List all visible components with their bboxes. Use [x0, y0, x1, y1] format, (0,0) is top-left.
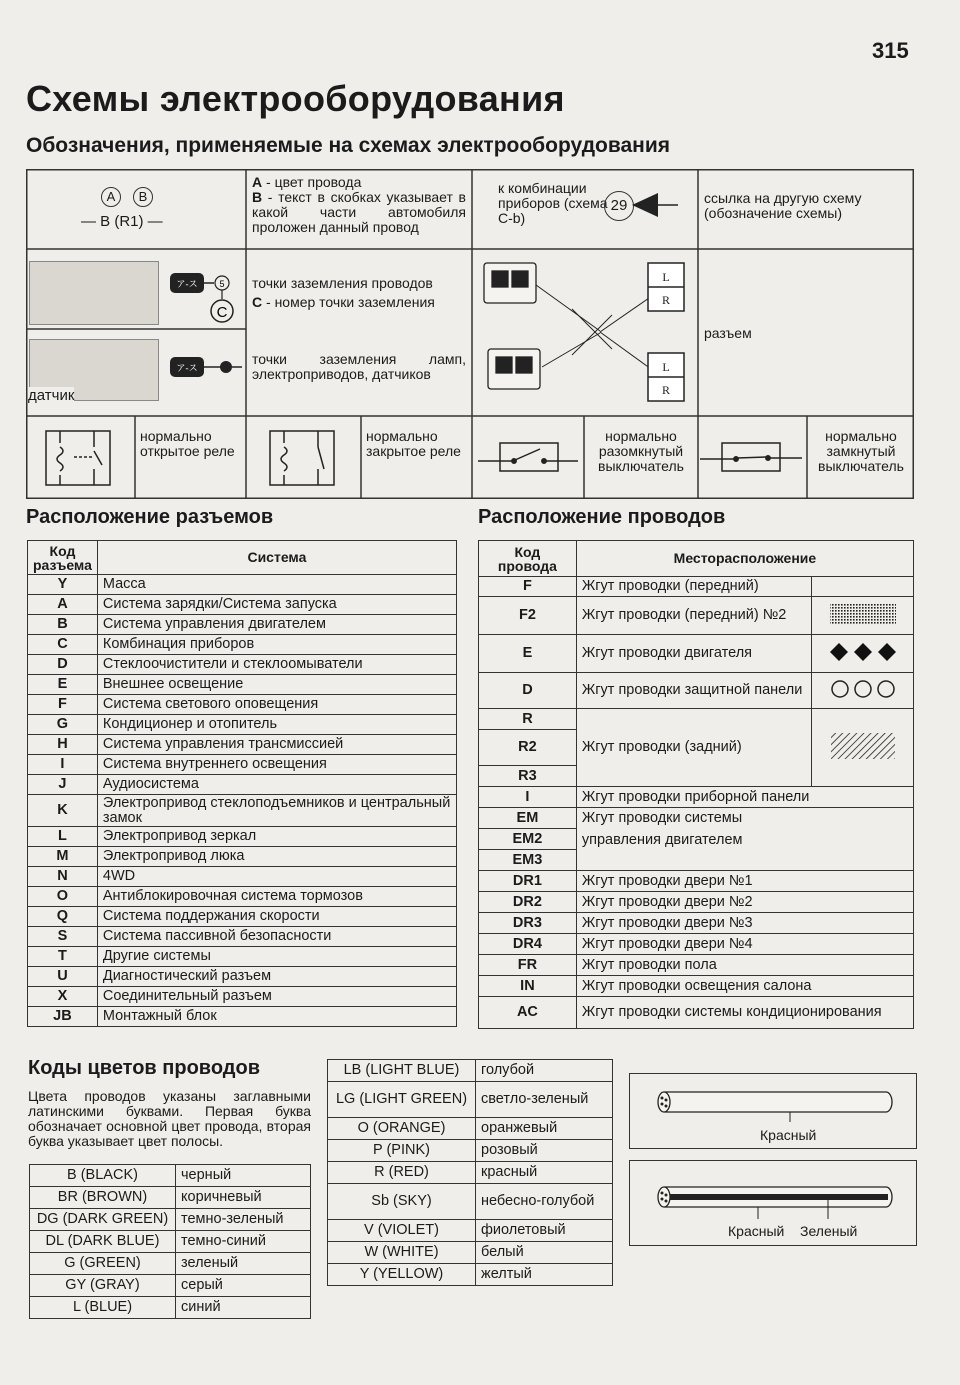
wire-code-em3: EM3 — [479, 850, 577, 871]
connector-system: Кондиционер и отопитель — [97, 715, 456, 735]
arrow-left-icon — [632, 189, 682, 223]
connector-row — [28, 695, 457, 715]
connector-system: Другие системы — [97, 947, 456, 967]
striped-wire-stripe-label: Зеленый — [800, 1223, 858, 1239]
wire-row — [479, 934, 914, 955]
connector-row — [28, 795, 457, 827]
car-ground-text-2: ア-ス — [176, 364, 198, 374]
color-row — [30, 1253, 311, 1275]
connector-row — [28, 887, 457, 907]
color-name: голубой — [476, 1060, 613, 1082]
connector-row — [28, 615, 457, 635]
color-row — [328, 1264, 613, 1286]
connector-code: F — [28, 695, 98, 715]
wire-row — [479, 997, 914, 1029]
wires-table — [478, 540, 914, 1029]
key-a-text: - цвет провода — [262, 174, 362, 190]
circle-pattern-icon — [828, 678, 898, 700]
color-code: V (VIOLET) — [328, 1220, 476, 1242]
wire-row — [479, 976, 914, 997]
wire-code-r3: R3 — [479, 766, 577, 787]
connector-code: C — [28, 635, 98, 655]
wire-code: DR4 — [479, 934, 577, 955]
color-name: светло-зеленый — [476, 1082, 613, 1118]
connector-row — [28, 867, 457, 887]
ground-wires-photo — [29, 261, 159, 325]
connector-code: G — [28, 715, 98, 735]
wire-code-f: F — [479, 577, 577, 597]
color-code: DL (DARK BLUE) — [30, 1231, 176, 1253]
connector-code: J — [28, 775, 98, 795]
color-name: желтый — [476, 1264, 613, 1286]
connector-row — [28, 987, 457, 1007]
key-c-text: - номер точки заземления — [262, 294, 435, 310]
ground-lamps-description: точки заземления ламп, электроприводов, датчиков — [252, 351, 466, 382]
color-name: коричневый — [176, 1187, 311, 1209]
connector-code: A — [28, 595, 98, 615]
circle-b-icon: B — [133, 187, 153, 207]
wire-location-em — [576, 808, 913, 871]
connector-system: Система управления двигателем — [97, 615, 456, 635]
color-row — [328, 1060, 613, 1082]
color-name: зеленый — [176, 1253, 311, 1275]
color-code: LB (LIGHT BLUE) — [328, 1060, 476, 1082]
connector-code: S — [28, 927, 98, 947]
wire-location-i: Жгут проводки приборной панели — [576, 787, 913, 808]
color-code: G (GREEN) — [30, 1253, 176, 1275]
key-b: В — [252, 189, 263, 205]
color-code: DG (DARK GREEN) — [30, 1209, 176, 1231]
connector-system: Электропривод зеркал — [97, 827, 456, 847]
key-b-text: - текст в скобках указывает в какой части автомобиля проложен данный провод — [252, 189, 466, 235]
section-subtitle: Обозначения, применяемые на схемах электрооборудования — [26, 134, 671, 157]
connector-code: JB — [28, 1007, 98, 1027]
color-row — [30, 1231, 311, 1253]
wire-code-em2: EM2 — [479, 829, 577, 850]
connector-code: H — [28, 735, 98, 755]
color-row — [30, 1187, 311, 1209]
wire-row — [479, 913, 914, 934]
connector-code: O — [28, 887, 98, 907]
wire-code-f2: F2 — [479, 597, 577, 635]
normally-closed-relay-icon — [258, 425, 352, 491]
color-row — [30, 1165, 311, 1187]
color-row — [328, 1184, 613, 1220]
wire-location: Жгут проводки освещения салона — [576, 976, 913, 997]
colors-heading: Коды цветов проводов — [28, 1057, 260, 1079]
connector-row — [28, 735, 457, 755]
ground-number: 5 — [219, 279, 225, 289]
connector-code: U — [28, 967, 98, 987]
wire-marker-label: — B (R1) — — [81, 213, 163, 230]
dotted-pattern-icon — [829, 601, 897, 627]
color-row — [30, 1209, 311, 1231]
color-code: L (BLUE) — [30, 1297, 176, 1319]
pin-l-bottom: L — [662, 360, 670, 374]
connector-system: Комбинация приборов — [97, 635, 456, 655]
wire-location-e: Жгут проводки двигателя — [576, 635, 811, 673]
connector-description: разъем — [704, 325, 752, 341]
wire-location: Жгут проводки системы кондиционирования — [576, 997, 913, 1029]
wire-pattern-e — [812, 635, 914, 673]
wire-code-i: I — [479, 787, 577, 808]
color-code: P (PINK) — [328, 1140, 476, 1162]
connector-code: M — [28, 847, 98, 867]
wire-location: Жгут проводки двери №4 — [576, 934, 913, 955]
color-row — [30, 1297, 311, 1319]
wire-example-solid — [629, 1073, 917, 1149]
wire-code: IN — [479, 976, 577, 997]
wire-location: Жгут проводки двери №1 — [576, 871, 913, 892]
color-code: W (WHITE) — [328, 1242, 476, 1264]
color-name: небесно-голубой — [476, 1184, 613, 1220]
wire-location-f: Жгут проводки (передний) — [576, 577, 811, 597]
connector-system: Диагностический разъем — [97, 967, 456, 987]
wire-location-d: Жгут проводки защитной панели — [576, 673, 811, 709]
color-code: O (ORANGE) — [328, 1118, 476, 1140]
color-code: LG (LIGHT GREEN) — [328, 1082, 476, 1118]
sensor-label: датчик — [28, 387, 75, 404]
wire-code-e: E — [479, 635, 577, 673]
connector-row — [28, 967, 457, 987]
connector-row — [28, 715, 457, 735]
connector-system: Электропривод стеклоподъемников и центральный замок — [97, 795, 456, 827]
ground-wires-symbol — [166, 269, 246, 325]
pin-r-bottom: R — [661, 383, 671, 397]
connector-system: Система поддержания скорости — [97, 907, 456, 927]
connector-row — [28, 907, 457, 927]
wire-marker-description — [252, 175, 466, 235]
hatched-pattern-icon — [830, 731, 896, 761]
connector-system: Соединительный разъем — [97, 987, 456, 1007]
connector-system: Аудиосистема — [97, 775, 456, 795]
connector-system: Система светового оповещения — [97, 695, 456, 715]
diamond-pattern-icon — [828, 641, 898, 663]
connector-code: Y — [28, 575, 98, 595]
wire-code-d: D — [479, 673, 577, 709]
col-connector-code: Код разъема — [28, 541, 98, 575]
connector-system: Внешнее освещение — [97, 675, 456, 695]
connector-code: K — [28, 795, 98, 827]
color-row — [328, 1242, 613, 1264]
connector-code: X — [28, 987, 98, 1007]
color-code: Sb (SKY) — [328, 1184, 476, 1220]
wire-example-striped — [629, 1160, 917, 1246]
color-row — [328, 1118, 613, 1140]
wire-code: FR — [479, 955, 577, 976]
color-code: BR (BROWN) — [30, 1187, 176, 1209]
color-code: GY (GRAY) — [30, 1275, 176, 1297]
normally-open-relay-icon — [34, 425, 128, 491]
colors-table-2 — [327, 1059, 613, 1286]
color-name: оранжевый — [476, 1118, 613, 1140]
connector-row — [28, 827, 457, 847]
normally-closed-relay-label: нормально закрытое реле — [366, 428, 461, 459]
wire-row — [479, 871, 914, 892]
color-code: R (RED) — [328, 1162, 476, 1184]
connector-row — [28, 755, 457, 775]
ground-lamps-symbol — [166, 353, 246, 383]
color-name: черный — [176, 1165, 311, 1187]
col-system: Система — [97, 541, 456, 575]
connector-system: Система внутреннего освещения — [97, 755, 456, 775]
connector-code: E — [28, 675, 98, 695]
car-ground-dot-icon — [166, 353, 244, 383]
wire-code-em: EM — [479, 808, 577, 829]
pin-r-top: R — [661, 293, 671, 307]
connector-system: Электропривод люка — [97, 847, 456, 867]
schema-ref-text: к комбинации приборов (схема C-b) — [498, 180, 608, 226]
color-row — [328, 1220, 613, 1242]
page-number: 315 — [872, 38, 909, 63]
wire-location-em-line2: управления двигателем — [581, 832, 743, 848]
wire-code: DR1 — [479, 871, 577, 892]
wires-heading: Расположение проводов — [478, 506, 726, 528]
ground-wires-text: точки заземления проводов — [252, 275, 433, 291]
connector-row — [28, 675, 457, 695]
wire-code-r2: R2 — [479, 730, 577, 766]
connector-system: Система пассивной безопасности — [97, 927, 456, 947]
wire-pattern-d — [812, 673, 914, 709]
connector-row — [28, 947, 457, 967]
connector-code: D — [28, 655, 98, 675]
connector-row — [28, 1007, 457, 1027]
color-name: темно-зеленый — [176, 1209, 311, 1231]
car-ground-text: ア-ス — [176, 280, 198, 290]
ground-wires-description — [252, 276, 466, 310]
connector-code: N — [28, 867, 98, 887]
connector-row — [28, 847, 457, 867]
color-name: белый — [476, 1242, 613, 1264]
key-c: С — [252, 294, 263, 310]
connector-row — [28, 927, 457, 947]
color-row — [30, 1275, 311, 1297]
car-ground-icon — [166, 269, 244, 325]
wire-code-r: R — [479, 709, 577, 730]
connector-system: Масса — [97, 575, 456, 595]
color-name: розовый — [476, 1140, 613, 1162]
normally-closed-switch-icon — [700, 437, 804, 477]
normally-open-switch-label: нормально разомкнутый выключатель — [598, 428, 684, 474]
connector-row — [28, 595, 457, 615]
connector-code: I — [28, 755, 98, 775]
ground-letter: C — [216, 304, 228, 321]
col-wire-code: Код провода — [479, 541, 577, 577]
color-name: фиолетовый — [476, 1220, 613, 1242]
wire-pattern-f2 — [812, 597, 914, 635]
connector-code: T — [28, 947, 98, 967]
circle-a-icon: A — [101, 187, 121, 207]
wire-code: DR3 — [479, 913, 577, 934]
page-title: Схемы электрооборудования — [26, 78, 565, 119]
schema-ref-description: ссылка на другую схему (обозначение схемы) — [704, 190, 862, 221]
wire-location-r: Жгут проводки (задний) — [576, 709, 811, 787]
color-name: красный — [476, 1162, 613, 1184]
wire-location-em-line1: Жгут проводки системы — [581, 810, 743, 826]
connector-row — [28, 635, 457, 655]
wire-pattern-f — [812, 577, 914, 597]
wire-location-f2: Жгут проводки (передний) №2 — [576, 597, 811, 635]
connector-system: Стеклоочистители и стеклоомыватели — [97, 655, 456, 675]
normally-open-relay-label: нормально открытое реле — [140, 428, 235, 459]
connector-illustration — [472, 249, 698, 416]
connector-system: Система управления трансмиссией — [97, 735, 456, 755]
connector-code: L — [28, 827, 98, 847]
col-location: Месторасположение — [576, 541, 913, 577]
wire-location: Жгут проводки двери №3 — [576, 913, 913, 934]
striped-wire-main-label: Красный — [728, 1223, 785, 1239]
schema-ref-symbol — [472, 169, 698, 249]
color-code: Y (YELLOW) — [328, 1264, 476, 1286]
normally-open-switch-icon — [478, 437, 580, 477]
solid-wire-label: Красный — [760, 1127, 817, 1143]
color-name: синий — [176, 1297, 311, 1319]
color-code: B (BLACK) — [30, 1165, 176, 1187]
wire-marker-symbol — [26, 169, 246, 249]
color-name: темно-синий — [176, 1231, 311, 1253]
colors-table-1 — [29, 1164, 311, 1319]
wire-location: Жгут проводки двери №2 — [576, 892, 913, 913]
connector-row — [28, 575, 457, 595]
connectors-heading: Расположение разъемов — [26, 506, 274, 528]
color-name: серый — [176, 1275, 311, 1297]
wire-location: Жгут проводки пола — [576, 955, 913, 976]
wire-code: DR2 — [479, 892, 577, 913]
connector-system: Монтажный блок — [97, 1007, 456, 1027]
wire-row — [479, 955, 914, 976]
pin-l-top: L — [662, 270, 670, 284]
normally-closed-switch-label: нормально замкнутый выключатель — [818, 428, 904, 474]
color-row — [328, 1162, 613, 1184]
connector-code: B — [28, 615, 98, 635]
striped-wire-icon — [650, 1181, 900, 1221]
legend-grid — [26, 169, 914, 499]
colors-description: Цвета проводов указаны заглавными латинскими буквами. Первая буква обозначает основной цвет провода, вторая буква указывает цвет полосы. — [28, 1088, 311, 1149]
wire-code: AC — [479, 997, 577, 1029]
connector-system: Антиблокировочная система тормозов — [97, 887, 456, 907]
schema-ref-circle-icon: 29 — [604, 191, 634, 221]
connector-code: Q — [28, 907, 98, 927]
connector-row — [28, 775, 457, 795]
connectors-table — [27, 540, 457, 1027]
wire-pattern-r — [812, 709, 914, 787]
connector-system: 4WD — [97, 867, 456, 887]
wire-row — [479, 892, 914, 913]
key-a: А — [252, 174, 263, 190]
connector-system: Система зарядки/Система запуска — [97, 595, 456, 615]
color-row — [328, 1140, 613, 1162]
connector-row — [28, 655, 457, 675]
color-row — [328, 1082, 613, 1118]
